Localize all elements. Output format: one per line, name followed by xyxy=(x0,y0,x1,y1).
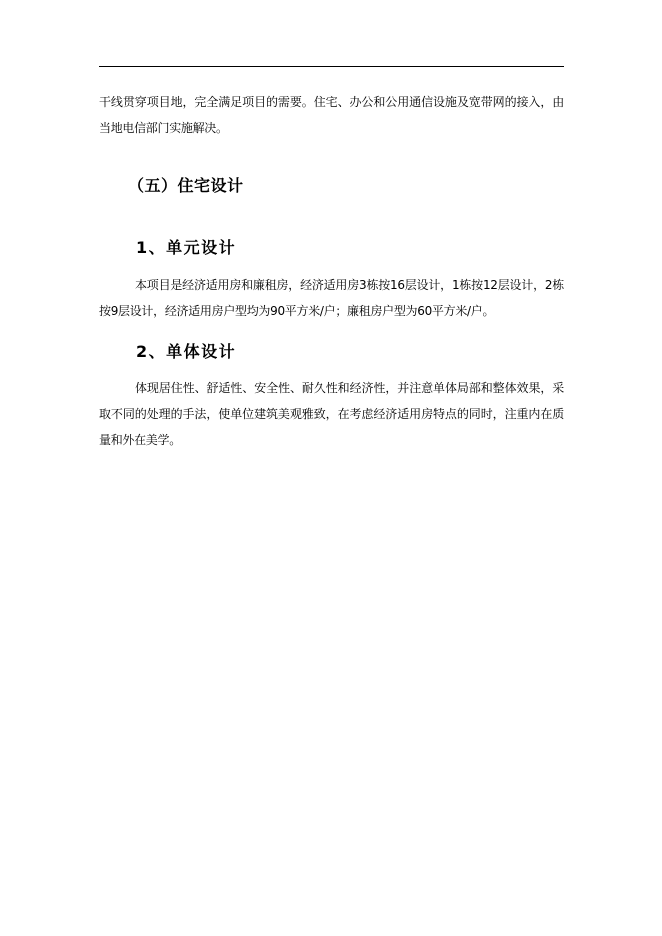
unit-design-heading: 1、单元设计 xyxy=(136,238,237,257)
intro-paragraph: 干线贯穿项目地，完全满足项目的需要。住宅、办公和公用通信设施及宽带网的接入，由当地电信部门实施解决。 xyxy=(99,95,564,135)
single-design-paragraph: 体现居住性、舒适性、安全性、耐久性和经济性，并注意单体局部和整体效果，采取不同的处理的手法，使单位建筑美观雅致，在考虑经济适用房特点的同时，注重内在质量和外在美学。 xyxy=(99,381,564,447)
section-5-title: （五）住宅设计 xyxy=(128,176,244,195)
unit-design-paragraph: 本项目是经济适用房和廉租房，经济适用房3栋按16层设计，1栋按12层设计，2栋按9层设计，经济适用房户型均为90平方米/户；廉租房户型为60平方米/户。 xyxy=(99,278,564,318)
single-design-heading: 2、单体设计 xyxy=(136,342,237,361)
header-rule xyxy=(99,66,564,67)
